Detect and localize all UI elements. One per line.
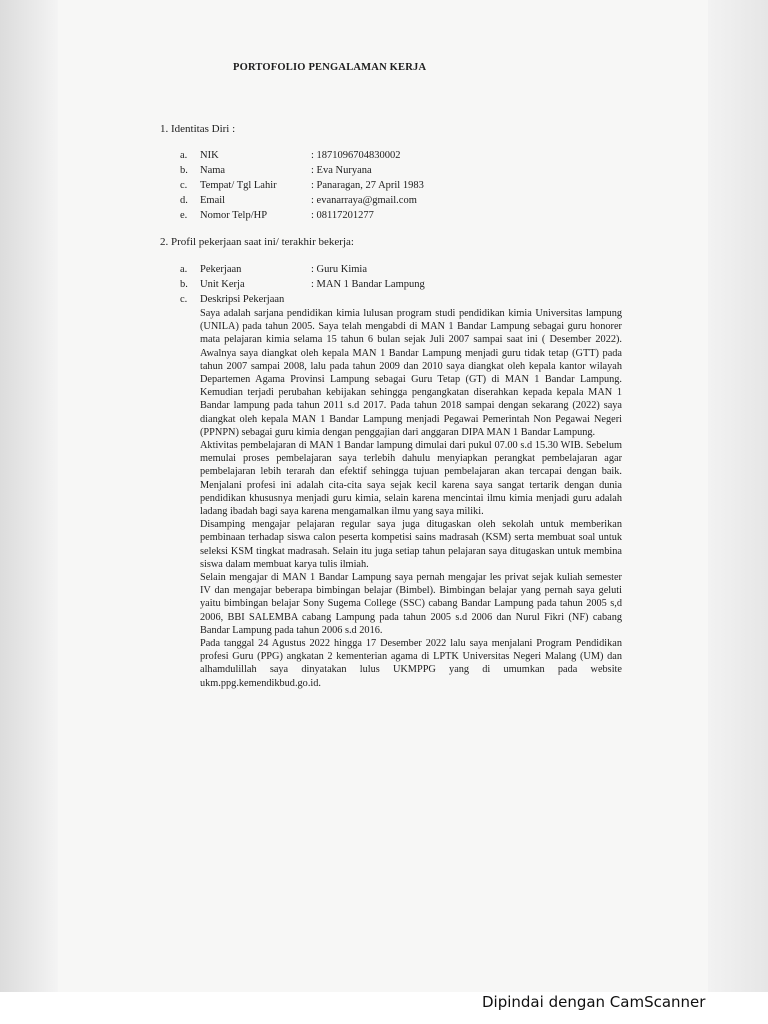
section-identity-heading: 1. Identitas Diri : [160, 123, 236, 135]
row-label: Nama [200, 165, 226, 176]
row-value: : Panaragan, 27 April 1983 [311, 180, 424, 191]
row-label: Nomor Telp/HP [200, 210, 268, 221]
row-label: Tempat/ Tgl Lahir [200, 180, 277, 191]
row-letter: c. [180, 180, 188, 191]
row-letter: a. [180, 150, 188, 161]
row-value: : evanarraya@gmail.com [311, 195, 417, 206]
scan-right-shadow [708, 0, 768, 992]
job-description [200, 307, 622, 690]
section-profile-heading: 2. Profil pekerjaan saat ini/ terakhir bekerja: [160, 236, 354, 248]
row-label: Deskripsi Pekerjaan [200, 294, 285, 305]
description-paragraph: Pada tanggal 24 Agustus 2022 hingga 17 Desember 2022 lalu saya menjalani Program Pendidikan profesi Guru (PPG) angkatan 2 kementerian agama di LPTK Universitas Negeri Malang (UM) dan alhamdulillah saya dinyatakan lulus UKMPPG yang di umumkan pada website ukm.ppg.kemendikbud.go.id. [200, 638, 622, 689]
row-value: : 1871096704830002 [311, 150, 401, 161]
row-label: Unit Kerja [200, 279, 245, 290]
description-paragraph: Aktivitas pembelajaran di MAN 1 Bandar lampung dimulai dari pukul 07.00 s.d 15.30 WIB. Sebelum memulai proses pembelajaran saya terlebih dahulu menyiapkan perangkat pembelajaran agar pembelajaran lebih terarah dan efektif sehingga tujuan pembelajaran akan tercapai dengan baik. Menjalani profesi ini adalah cita-cita saya sejak kecil karena saya sangat tertarik dengan dunia pendidikan khususnya menjadi guru kimia, selain karena mencintai ilmu kimia menjadi guru adalah ladang ibadah bagi saya karena mengamalkan ilmu yang saya miliki. [200, 440, 622, 518]
row-letter: d. [180, 195, 188, 206]
camscanner-watermark: Dipindai dengan CamScanner [482, 993, 706, 1011]
description-paragraph: Disamping mengajar pelajaran regular saya juga ditugaskan oleh sekolah untuk memberikan pembinaan terhadap siswa calon peserta kompetisi sains madrasah (KSM) serta membuat soal untuk seleksi KSM tingkat madrasah. Selain itu juga setiap tahun pelajaran saya ditugaskan untuk membina siswa dalam membuat karya tulis ilmiah. [200, 519, 622, 570]
row-letter: b. [180, 165, 188, 176]
description-paragraph: Selain mengajar di MAN 1 Bandar Lampung saya pernah mengajar les privat sejak kuliah semester IV dan mengajar beberapa bimbingan belajar (Bimbel). Bimbingan belajar yang pernah saya geluti yaitu bimbingan belajar Sony Sugema College (SSC) cabang Bandar Lampung pada tahun 2005 s,d 2006, BBI SALEMBA cabang Lampung pada tahun 2005 s.d 2006 dan Nurul Fikri (NF) cabang Bandar Lampung pada tahun 2006 s.d 2016. [200, 572, 622, 636]
row-label: Pekerjaan [200, 264, 242, 275]
row-value: : Guru Kimia [311, 264, 367, 275]
description-paragraph: Saya adalah sarjana pendidikan kimia lulusan program studi pendidikan kimia Universitas lampung (UNILA) pada tahun 2005. Saya telah mengabdi di MAN 1 Bandar Lampung sebagai guru honorer mata pelajaran kimia selama 15 tahun 6 bulan sejak Juli 2007 sampai saat ini ( Desember 2022). Awalnya saya diangkat oleh kepala MAN 1 Bandar Lampung menjadi guru tidak tetap (GTT) pada tahun 2007 sampai 2008, lalu pada tahun 2009 dan 2010 saya diangkat oleh kepala kantor wilayah Departemen Agama Provinsi Lampung sebagai Guru Tetap (GT) di MAN 1 Bandar Lampung. Kemudian terjadi perubahan kebijakan sehingga pengangkatan diserahkan kepada kepala MAN 1 Bandar lampung pada tahun 2011 s.d 2017. Pada tahun 2018 sampai dengan sekarang (2022) saya diangkat oleh kepala MAN 1 Bandar Lampung menjadi Pegawai Pemerintah Non Pegawai Negeri (PPNPN) sebagai guru kimia dengan penggajian dari anggaran DIPA MAN 1 Bandar Lampung. [200, 308, 622, 438]
row-letter: b. [180, 279, 188, 290]
row-label: NIK [200, 150, 219, 161]
row-letter: a. [180, 264, 188, 275]
row-letter: c. [180, 294, 188, 305]
document-title: PORTOFOLIO PENGALAMAN KERJA [233, 62, 427, 73]
scan-left-shadow [0, 0, 58, 992]
row-value: : 08117201277 [311, 210, 374, 221]
row-label: Email [200, 195, 226, 206]
row-value: : MAN 1 Bandar Lampung [311, 279, 425, 290]
row-letter: e. [180, 210, 188, 221]
row-value: : Eva Nuryana [311, 165, 372, 176]
